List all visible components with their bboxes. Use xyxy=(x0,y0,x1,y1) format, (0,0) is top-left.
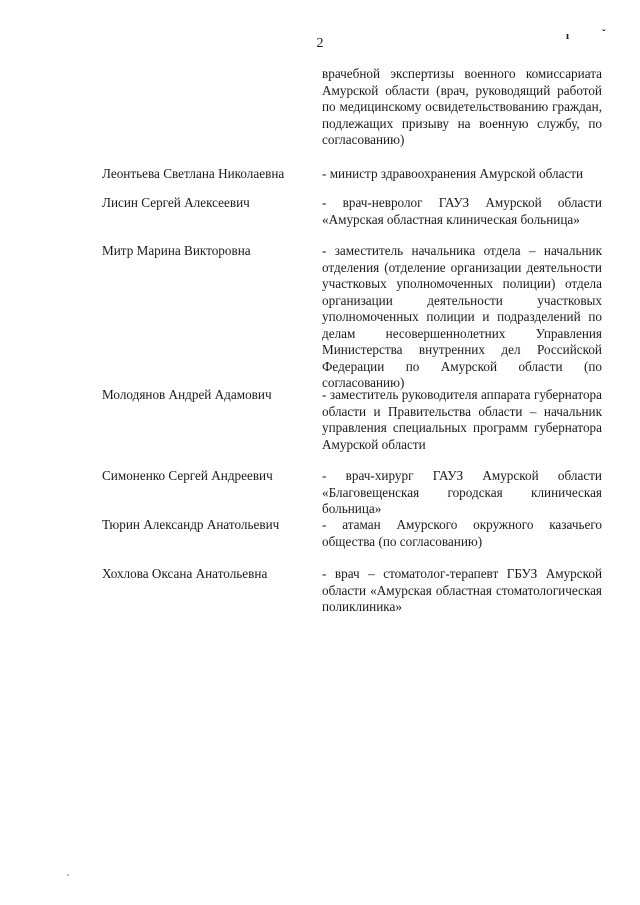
scan-mark: ı xyxy=(566,30,570,42)
member-name: Митр Марина Викторовна xyxy=(102,243,251,258)
member-role: - министр здравоохранения Амурской области xyxy=(322,166,584,181)
scan-mark: ˇ xyxy=(602,28,606,40)
member-name: Лисин Сергей Алексеевич xyxy=(102,195,250,210)
member-role: - врач – стоматолог-терапевт ГБУЗ Амурской области «Амурская областная стоматологическая поликлиника» xyxy=(322,566,602,614)
member-name: Хохлова Оксана Анатольевна xyxy=(102,566,268,581)
member-role: - атаман Амурского окружного казачьего общества (по согласованию) xyxy=(322,517,602,549)
member-role: - заместитель руководителя аппарата губернатора области и Правительства области – начальник управления специальных программ губернатора Амурской области xyxy=(322,387,602,452)
continuation-text: врачебной экспертизы военного комиссариата Амурской области (врач, руководящий работой по медицинскому освидетельствованию граждан, подлежащих призыву на военную службу, по согласованию) xyxy=(322,66,602,147)
member-role: - врач-невролог ГАУЗ Амурской области «Амурская областная клиническая больница» xyxy=(322,195,602,227)
member-name: Леонтьева Светлана Николаевна xyxy=(102,166,285,181)
member-role: - заместитель начальника отдела – начальник отделения (отделение организации деятельности участковых уполномоченных полиции) отдела организации деятельности участковых уполномоченных полиции и подразделений по делам несовершеннолетних Управления Министерства внутренних дел Российской Федерации по Амурской области (по согласованию) xyxy=(322,243,602,390)
member-role: - врач-хирург ГАУЗ Амурской области «Благовещенская городская клиническая больница» xyxy=(322,468,602,516)
scan-speck xyxy=(67,874,69,876)
member-name: Молодянов Андрей Адамович xyxy=(102,387,272,402)
member-name: Симоненко Сергей Андреевич xyxy=(102,468,273,483)
page-number: 2 xyxy=(316,36,324,51)
member-name: Тюрин Александр Анатольевич xyxy=(102,517,280,532)
